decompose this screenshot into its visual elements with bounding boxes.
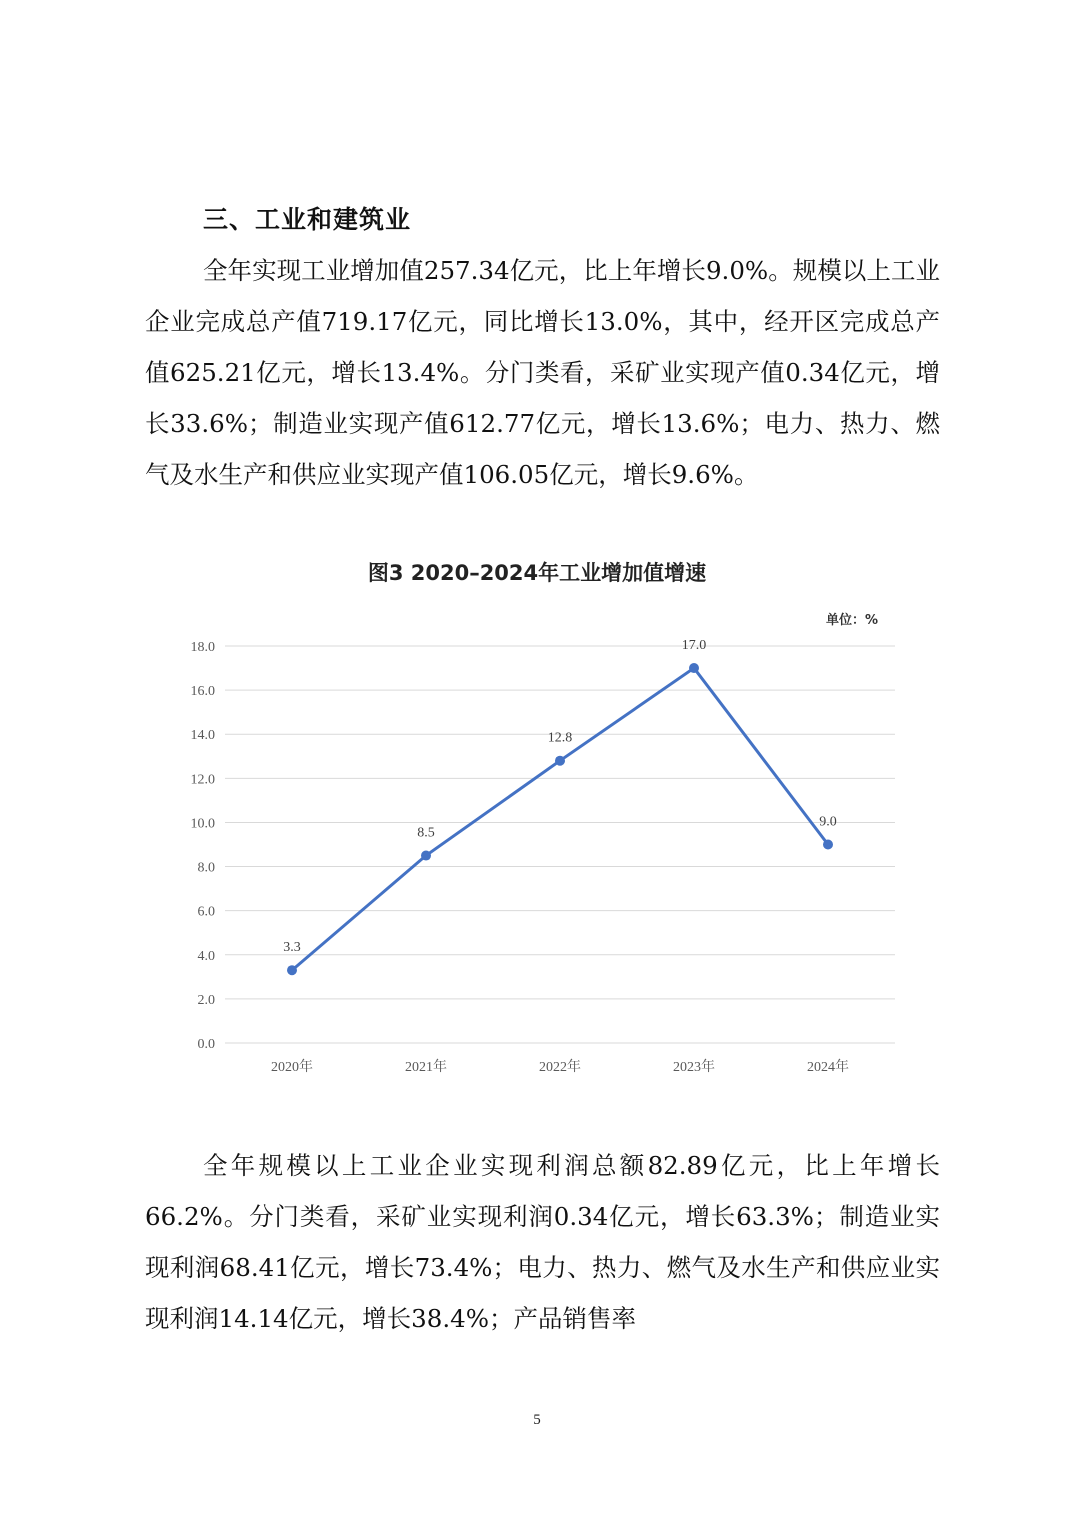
y-tick-label: 18.0 [190, 640, 215, 655]
chart-title: 图3 2020–2024年工业增加值增速 [367, 561, 707, 585]
y-tick-label: 10.0 [190, 816, 215, 832]
data-points [287, 663, 833, 975]
y-tick-label: 0.0 [197, 1037, 215, 1052]
x-tick-label: 2020年 [271, 1060, 313, 1075]
x-tick-label: 2021年 [405, 1060, 447, 1075]
chart-unit-label: 单位：% [825, 613, 878, 628]
paragraph-industry-value: 全年实现工业增加值257.34亿元，比上年增长9.0%。规模以上工业企业完成总产值719.17亿元，同比增长13.0%，其中，经开区完成总产值625.21亿元，增长13.4%。分门类看，采矿业实现产值0.34亿元，增长33.6%；制造业实现产值612.77亿元，增长13.6%；电力、热力、燃气及水生产和供应业实现产值106.05亿元，增长9.6%。 [145, 256, 940, 489]
paragraph-industry-profit: 全年规模以上工业企业实现利润总额82.89亿元，比上年增长66.2%。分门类看，采矿业实现利润0.34亿元，增长63.3%；制造业实现利润68.41亿元，增长73.4%；电力、热力、燃气及水生产和供应业实现利润14.14亿元，增长38.4%；产品销售率 [145, 1151, 940, 1333]
data-label: 17.0 [681, 638, 707, 654]
y-tick-label: 16.0 [190, 684, 215, 700]
y-tick-label: 6.0 [197, 904, 215, 920]
data-point [421, 851, 431, 861]
x-tick-label: 2022年 [539, 1060, 581, 1075]
data-point [287, 965, 297, 975]
x-tick-label: 2024年 [807, 1060, 849, 1075]
x-tick-label: 2023年 [673, 1060, 715, 1075]
data-label: 3.3 [283, 940, 301, 956]
data-point [823, 840, 833, 850]
page-number: 5 [533, 1412, 541, 1428]
section-heading: 三、工业和建筑业 [203, 205, 412, 234]
y-axis-ticks [191, 640, 216, 1052]
data-label: 12.8 [547, 730, 573, 746]
y-tick-label: 8.0 [197, 860, 215, 876]
x-axis-ticks [271, 1058, 849, 1075]
y-tick-label: 12.0 [190, 772, 215, 788]
data-point [555, 756, 565, 766]
chart-grid [225, 646, 895, 1043]
y-tick-label: 4.0 [197, 948, 215, 964]
y-tick-label: 2.0 [197, 992, 215, 1008]
series-line [292, 668, 828, 970]
data-label: 8.5 [417, 825, 435, 841]
data-label: 9.0 [819, 814, 837, 830]
data-point [689, 663, 699, 673]
y-tick-label: 14.0 [190, 728, 215, 744]
